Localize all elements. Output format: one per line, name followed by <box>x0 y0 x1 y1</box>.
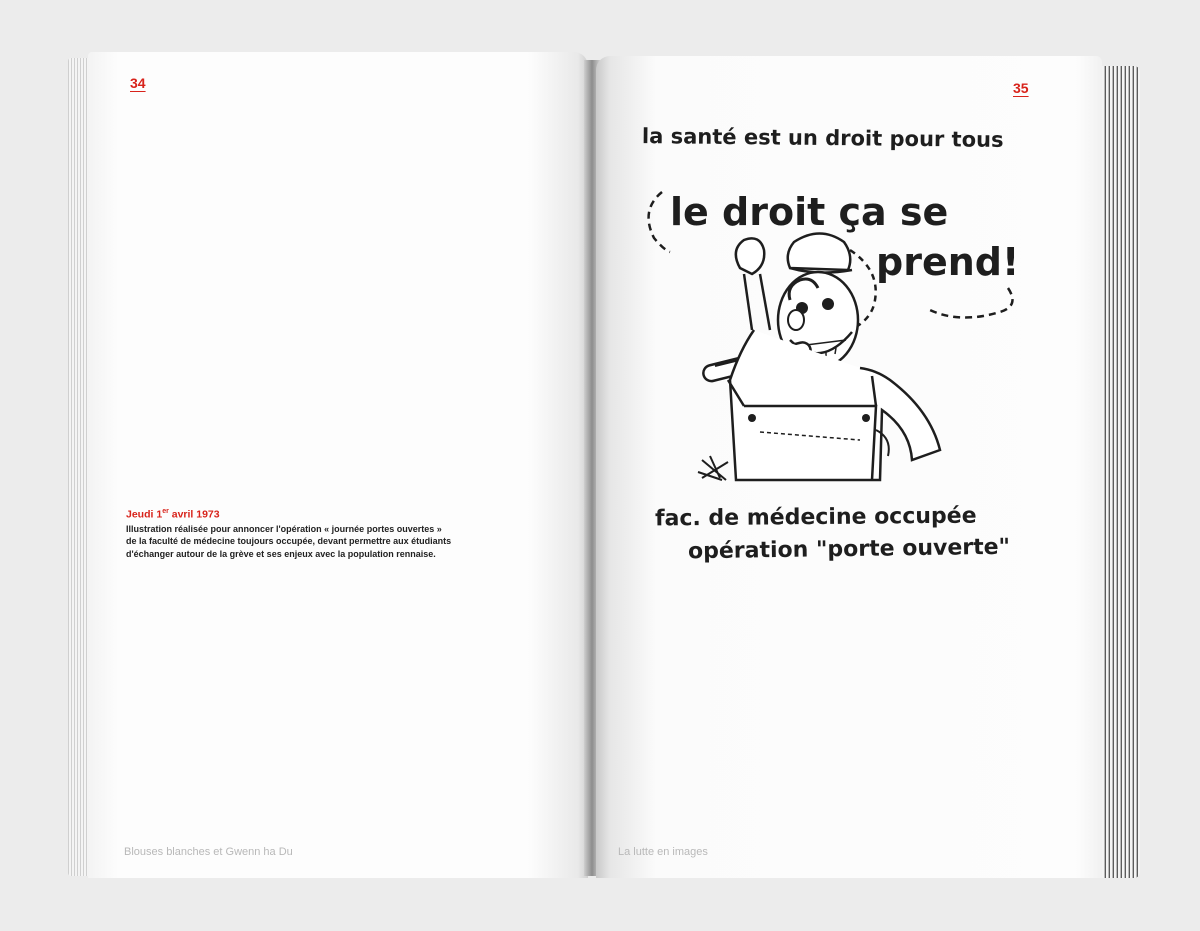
page-number-right: 35 <box>1013 80 1029 96</box>
caption-date-prefix: Jeudi 1 <box>126 508 163 521</box>
illustration-caption <box>126 508 526 560</box>
speech-bubble-line-1: le droit ça se <box>670 190 949 234</box>
page-number-left: 34 <box>130 75 146 91</box>
footer-left: Blouses blanches et Gwenn ha Du <box>124 846 293 858</box>
caption-body: Illustration réalisée pour annoncer l'opération « journée portes ouvertes » de la faculté de médecine toujours occupée, devant permettre aux étudiants d'échanger autour de la grève et ses enjeux avec la population rennaise. <box>126 523 452 559</box>
poster-headline: la santé est un droit pour tous <box>641 124 1004 152</box>
poster-bottom-line-1: fac. de médecine occupée <box>654 503 977 532</box>
speech-bubble-line-2: prend! <box>876 240 1020 284</box>
right-page-edges <box>1098 66 1140 878</box>
poster-bottom-line-2: opération "porte ouverte" <box>687 534 1011 565</box>
left-page <box>88 52 588 878</box>
caption-date-sup: er <box>162 508 169 515</box>
caption-date-suffix: avril 1973 <box>168 508 220 521</box>
caption-date <box>126 508 526 521</box>
footer-right: La lutte en images <box>618 846 708 858</box>
